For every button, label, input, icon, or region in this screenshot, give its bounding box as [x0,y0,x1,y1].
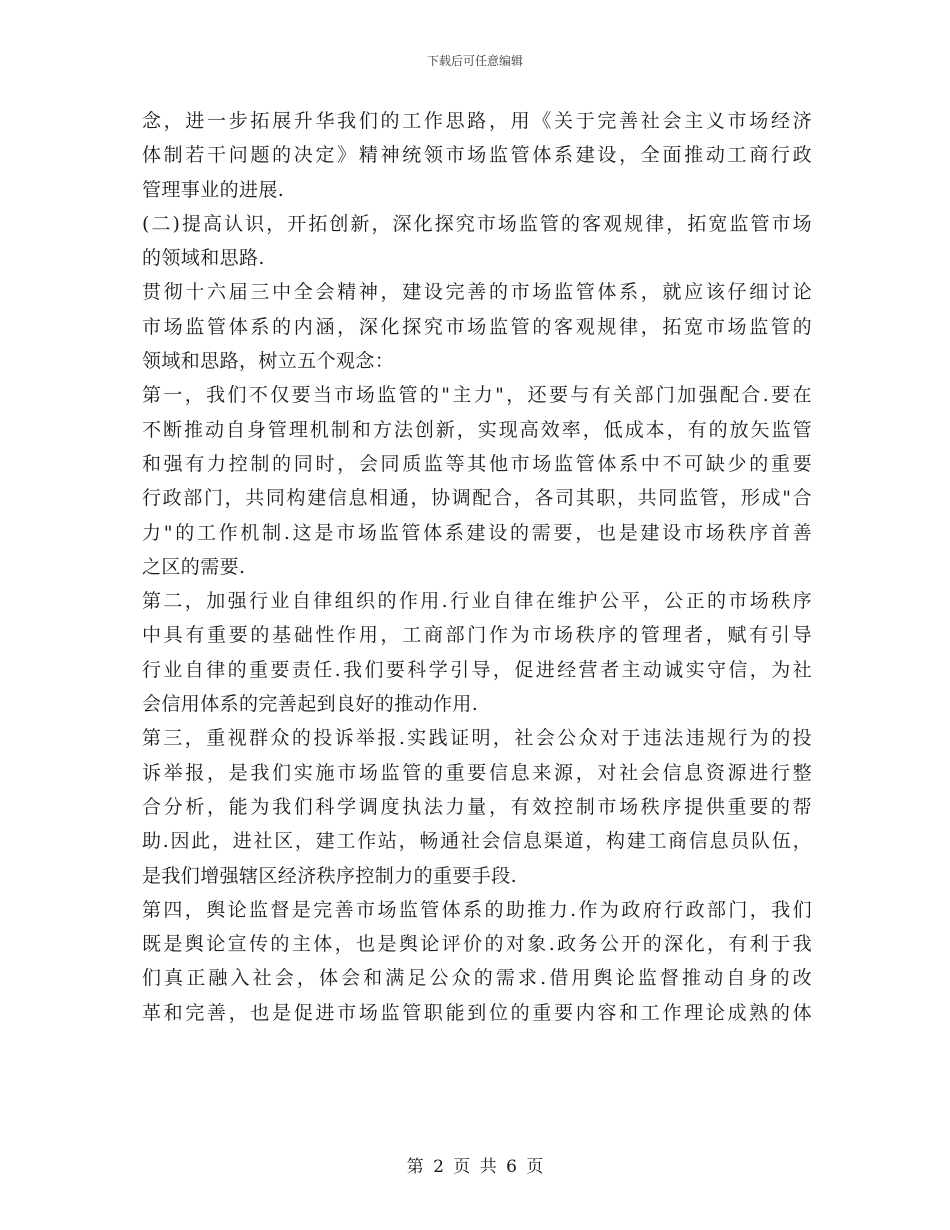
text-line: 市场监管体系的内涵，深化探究市场监管的客观规律，拓宽市场监管的 [142,315,812,338]
text-line: 会信用体系的完善起到良好的推动作用. [142,693,479,716]
text-line: 之区的需要. [142,555,246,578]
text-line: 第二，加强行业自律组织的作用.行业自律在维护公平，公正的市场秩序 [142,590,812,613]
text-line: 合分析，能为我们科学调度执法力量，有效控制市场秩序提供重要的帮 [142,795,812,818]
text-line: 既是舆论宣传的主体，也是舆论评价的对象.政务公开的深化，有利于我 [142,933,812,956]
text-line: 革和完善，也是促进市场监管职能到位的重要内容和工作理论成熟的体 [142,1001,812,1024]
text-line: 行业自律的重要责任.我们要科学引导，促进经营者主动诚实守信，为社 [142,658,812,681]
text-line: 们真正融入社会，体会和满足公众的需求.借用舆论监督推动自身的改 [142,967,812,990]
text-line: 助.因此，进社区，建工作站，畅通社会信息渠道，构建工商信息员队伍， [142,830,812,853]
text-line: 中具有重要的基础性作用，工商部门作为市场秩序的管理者，赋有引导 [142,624,812,647]
text-line: 贯彻十六届三中全会精神，建设完善的市场监管体系，就应该仔细讨论 [142,281,812,304]
page-header-note: 下载后可任意编辑 [426,54,523,68]
page-number: 第 2 页 共 6 页 [406,1157,544,1177]
text-line: 领域和思路，树立五个观念： [142,350,395,373]
text-line: 诉举报，是我们实施市场监管的重要信息来源，对社会信息资源进行整 [142,761,812,784]
text-line: 力"的工作机制.这是市场监管体系建设的需要，也是建设市场秩序首善 [142,521,812,544]
text-line: 是我们增强辖区经济秩序控制力的重要手段. [142,864,518,887]
text-line: 不断推动自身管理机制和方法创新，实现高效率，低成本，有的放矢监管 [142,418,812,441]
text-line: 第一，我们不仅要当市场监管的"主力"，还要与有关部门加强配合.要在 [142,384,812,407]
text-line: 第四，舆论监督是完善市场监管体系的助推力.作为政府行政部门，我们 [142,898,812,921]
text-line: 和强有力控制的同时，会同质监等其他市场监管体系中不可缺少的重要 [142,452,812,475]
text-line: 第三，重视群众的投诉举报.实践证明，社会公众对于违法违规行为的投 [142,727,812,750]
text-line: 的领域和思路. [142,247,265,270]
text-line: 念，进一步拓展升华我们的工作思路，用《关于完善社会主义市场经济 [142,110,812,132]
text-line: 体制若干问题的决定》精神统领市场监管体系建设，全面推动工商行政 [142,144,812,167]
text-line: 管理事业的进展. [142,178,285,201]
text-line: (二)提高认识，开拓创新，深化探究市场监管的客观规律，拓宽监管市场 [142,212,812,235]
text-line: 行政部门，共同构建信息相通，协调配合，各司其职，共同监管，形成"合 [142,487,812,510]
document-body [142,104,812,1030]
